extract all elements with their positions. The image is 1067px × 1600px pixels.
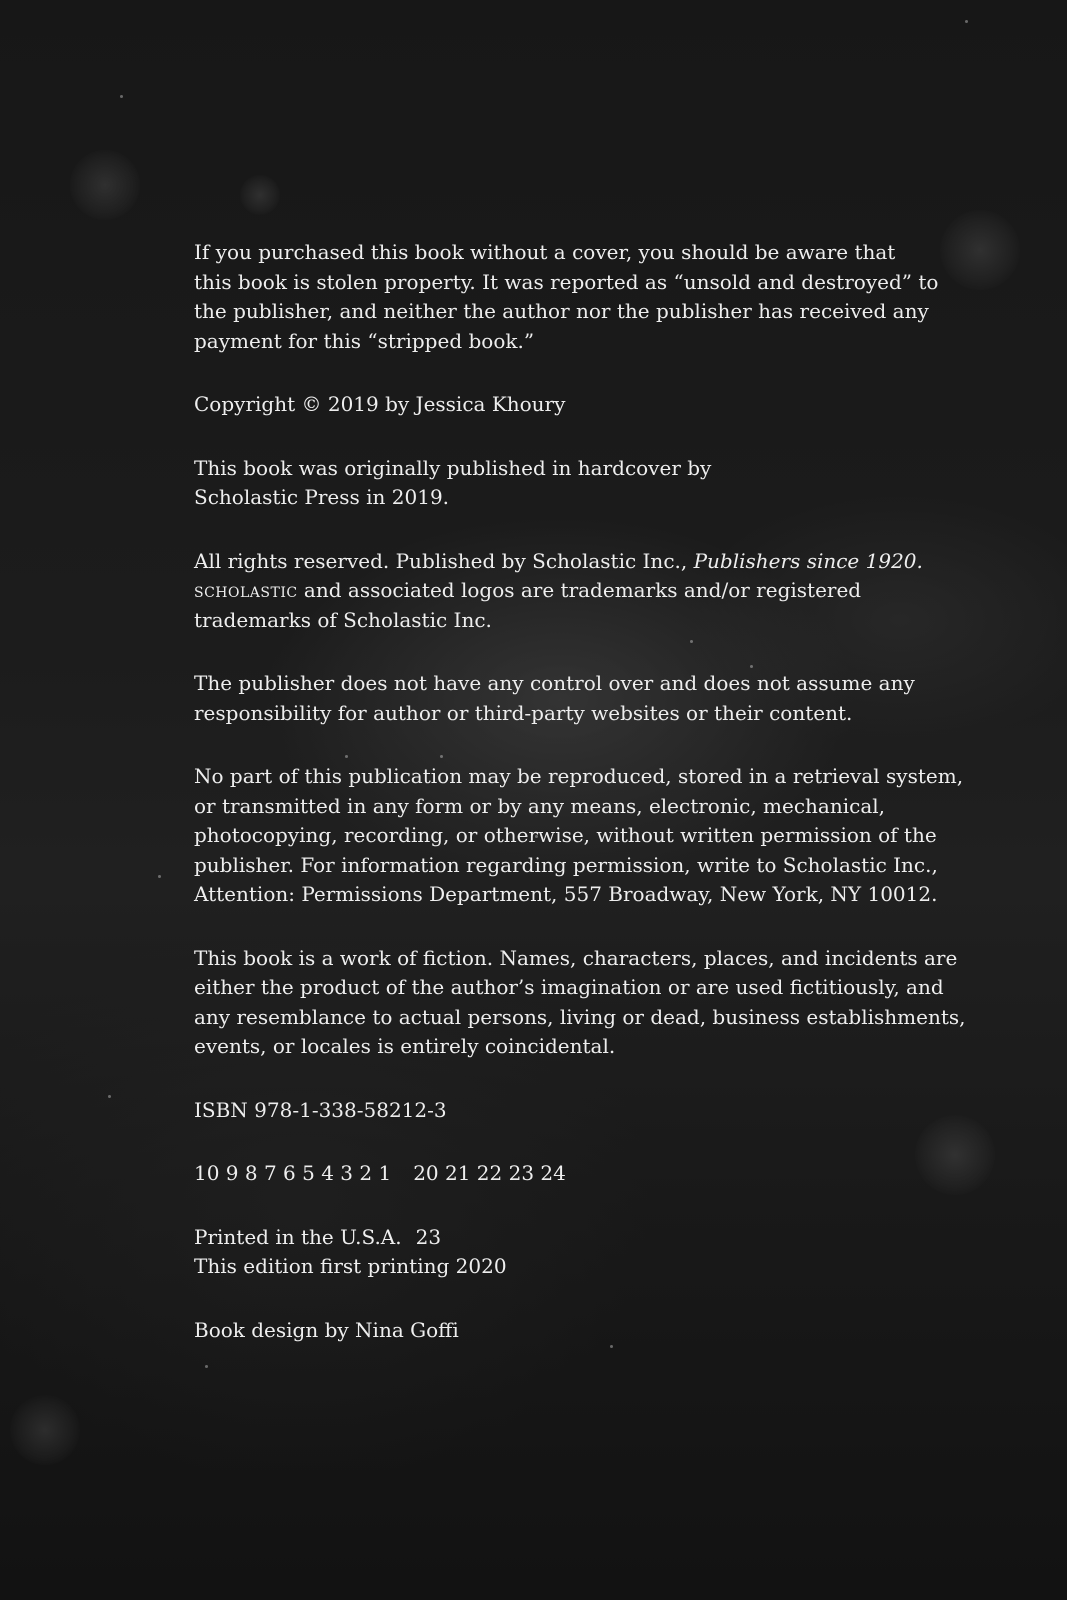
dust-speck bbox=[108, 1095, 111, 1098]
printing-info bbox=[194, 1223, 894, 1282]
printing-numbers bbox=[194, 1159, 894, 1189]
printing-numbers-line bbox=[194, 1159, 894, 1189]
design-credit-line: Book design by Nina Goffi bbox=[194, 1317, 459, 1342]
copyright-line: Copyright © 2019 by Jessica Khoury bbox=[194, 392, 566, 416]
impression-numbers: 10 9 8 7 6 5 4 3 2 1 bbox=[194, 1161, 392, 1185]
original-publication-line: Scholastic Press in 2019. bbox=[194, 485, 450, 509]
year-numbers: 20 21 22 23 24 bbox=[413, 1161, 566, 1185]
fiction-line: events, or locales is entirely coincidental. bbox=[194, 1034, 616, 1058]
notice-line: the publisher, and neither the author nor the publisher has received any bbox=[194, 299, 929, 323]
copyright-statement bbox=[194, 390, 894, 420]
stolen-book-notice bbox=[194, 238, 939, 356]
bokeh-decoration bbox=[940, 210, 1020, 290]
bokeh-decoration bbox=[240, 175, 280, 215]
reproduction-line: or transmitted in any form or by any means, electronic, mechanical, bbox=[194, 793, 886, 818]
printer-code: 23 bbox=[415, 1224, 442, 1249]
scholastic-trademark: scholastic bbox=[194, 578, 298, 602]
edition-line: This edition first printing 2020 bbox=[194, 1254, 507, 1278]
notice-line: payment for this “stripped book.” bbox=[194, 328, 535, 353]
reproduction-line: No part of this publication may be reproduced, stored in a retrieval system, bbox=[194, 764, 964, 788]
design-credit bbox=[194, 1316, 894, 1346]
fiction-notice bbox=[194, 944, 966, 1062]
isbn-line: ISBN 978-1-338-58212-3 bbox=[194, 1097, 447, 1122]
isbn bbox=[194, 1096, 894, 1126]
reproduction-line: photocopying, recording, or otherwise, without written permission of the bbox=[194, 823, 937, 847]
dust-speck bbox=[965, 20, 968, 23]
disclaimer-line: responsibility for author or third-party websites or their content. bbox=[194, 700, 853, 725]
bokeh-decoration bbox=[70, 150, 140, 220]
rights-text: All rights reserved. Published by Scholastic Inc., bbox=[194, 548, 694, 573]
rights-reserved bbox=[194, 547, 923, 636]
fiction-line: any resemblance to actual persons, living or dead, business establishments, bbox=[194, 1004, 966, 1029]
printed-in-line bbox=[194, 1223, 894, 1253]
bokeh-decoration bbox=[915, 1115, 995, 1195]
dust-speck bbox=[120, 95, 123, 98]
fiction-line: This book is a work of fiction. Names, characters, places, and incidents are bbox=[194, 945, 958, 970]
original-publication bbox=[194, 454, 894, 513]
printed-in: Printed in the U.S.A. bbox=[194, 1224, 402, 1249]
copyright-text-block bbox=[194, 238, 966, 1379]
fiction-line: either the product of the author’s imagination or are used fictitiously, and bbox=[194, 975, 944, 999]
notice-line: If you purchased this book without a cover, you should be aware that bbox=[194, 240, 896, 264]
rights-line-3: trademarks of Scholastic Inc. bbox=[194, 607, 492, 632]
publisher-tagline: Publishers since 1920. bbox=[693, 548, 923, 573]
dust-speck bbox=[158, 875, 161, 878]
rights-line-2 bbox=[194, 576, 894, 606]
notice-line: this book is stolen property. It was reported as “unsold and destroyed” to bbox=[194, 269, 939, 294]
original-publication-line: This book was originally published in hardcover by bbox=[194, 455, 712, 480]
website-disclaimer bbox=[194, 669, 915, 728]
reproduction-line: Attention: Permissions Department, 557 Broadway, New York, NY 10012. bbox=[194, 882, 938, 906]
bokeh-decoration bbox=[10, 1395, 80, 1465]
reproduction-line: publisher. For information regarding permission, write to Scholastic Inc., bbox=[194, 852, 938, 877]
rights-line-1 bbox=[194, 547, 923, 577]
reproduction-notice bbox=[194, 762, 964, 910]
rights-text: and associated logos are trademarks and/or registered bbox=[297, 578, 862, 602]
disclaimer-line: The publisher does not have any control over and does not assume any bbox=[194, 671, 915, 695]
